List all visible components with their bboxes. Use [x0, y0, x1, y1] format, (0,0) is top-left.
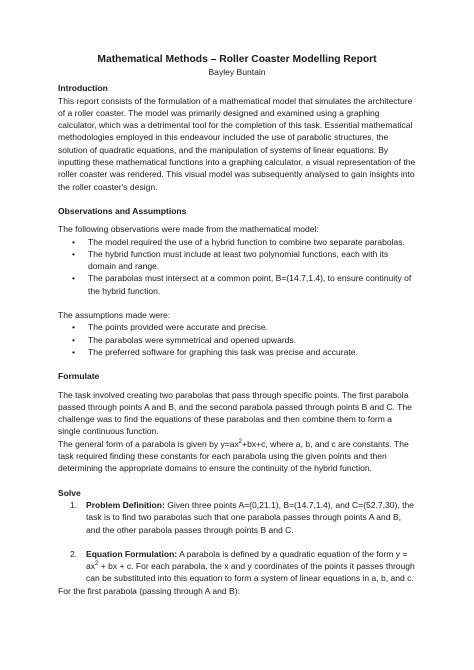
list-item: • The parabolas were symmetrical and opened upwards.: [88, 334, 416, 346]
observations-heading: Observations and Assumptions: [58, 205, 187, 216]
list-item: • The parabolas must intersect at a common point, B=(14.7,1.4), to ensure continuity of the hybrid function.: [88, 272, 416, 297]
formulate-paragraph-1: The task involved creating two parabolas that pass through specific points. The first parabola passed through points A and B, and the second parabola passed through points B and C. The challenge was to find the equations of these parabolas and then combine them to form a single continuous function.: [58, 389, 412, 437]
list-item: [70, 548, 416, 585]
list-item: • The points provided were accurate and precise.: [88, 321, 416, 333]
item-number: 1.: [70, 499, 78, 510]
observations-lead: The following observations were made from the mathematical model:: [58, 224, 319, 235]
author-name: Bayley Buntain: [208, 67, 266, 77]
list-item: • The preferred software for graphing this task was precise and accurate.: [88, 346, 416, 358]
list-item: [70, 499, 416, 536]
item-text: A parabola is defined by a quadratic equation of the form y = ax: [86, 548, 408, 572]
observations-list: [58, 236, 416, 297]
page-title: Mathematical Methods – Roller Coaster Modelling Report: [97, 54, 377, 65]
item-text: + bx + c. For each parabola, the x and y coordinates of the points it passes through can be substituted into this equation to form a system of linear equations in a, b, and c.: [86, 561, 415, 584]
formulate-text: The general form of a parabola is given by y=ax: [58, 438, 239, 449]
solve-list: [58, 499, 416, 585]
solve-heading: Solve: [58, 487, 81, 498]
item-label: Problem Definition:: [86, 499, 165, 510]
superscript: 2: [95, 561, 99, 568]
solve-closing: For the first parabola (passing through A and B):: [58, 585, 240, 596]
intro-paragraph: This report consists of the formulation of a mathematical model that simulates the architecture of a roller coaster. The model was primarily designed and examined using a graphing calculator, which was a detrimental tool for the completion of this task. Essential mathematical methodologies employed in this endeavour included the use of parabolic structures, the solution of quadratic equations, and the manipulation of systems of linear equations. By inputting these mathematical functions into a graphing calculator, a visual representation of the roller coaster was rendered. This visual model was subsequently analysed to gain insights into the roller coaster's design.: [58, 95, 416, 192]
formulate-text: +bx+c, where a, b, and c are constants. The task required finding these constants for each parabola using the given points and then determining the appropriate domains to ensure the continuity of the hybrid function.: [58, 438, 409, 474]
assumptions-lead: The assumptions made were:: [58, 310, 171, 321]
formulate-heading: Formulate: [58, 371, 100, 382]
intro-heading: Introduction: [58, 83, 108, 94]
list-item: • The hybrid function must include at least two polynomial functions, each with its domain and range.: [88, 248, 416, 273]
item-text: Given three points A=(0,21.1), B=(14.7,1.4), and C=(52.7,30), the task is to find two parabolas such that one parabola passes through points A and B, and the other parabola passes through points B and C.: [86, 499, 415, 535]
assumptions-list: [58, 321, 416, 358]
superscript: 2: [238, 438, 243, 445]
item-label: Equation Formulation:: [86, 548, 178, 559]
formulate-paragraph-2: [58, 438, 416, 475]
list-item: • The model required the use of a hybrid function to combine two separate parabolas.: [88, 236, 416, 248]
item-number: 2.: [70, 548, 78, 559]
